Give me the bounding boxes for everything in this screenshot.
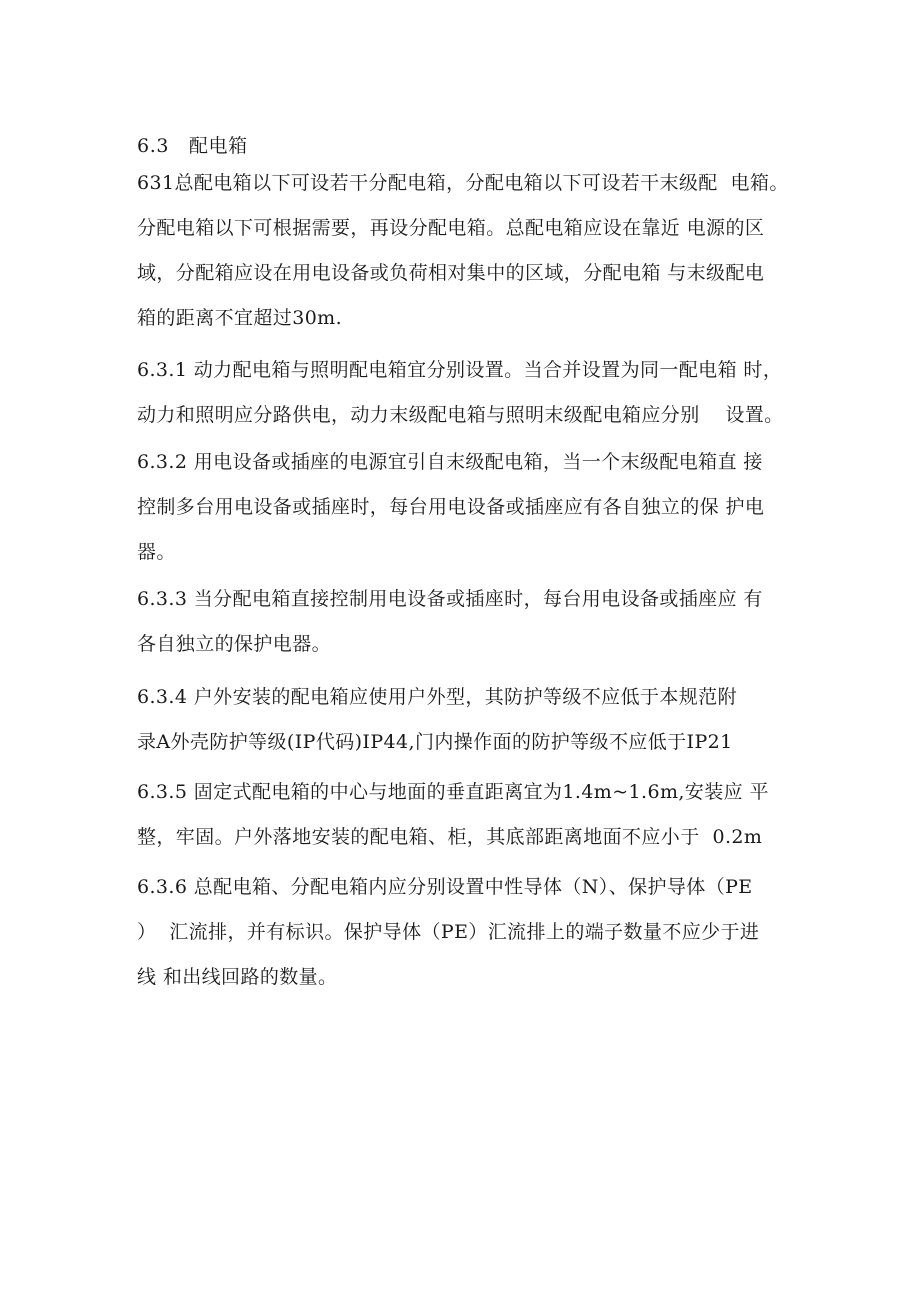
clause-6-3-3-line: 6.3.3 当分配电箱直接控制用电设备或插座时，每台用电设备或插座应 有: [137, 588, 763, 610]
clause-6-3-2-line: 控制多台用电设备或插座时，每台用电设备或插座应有各自独立的保 护电: [137, 496, 765, 518]
paragraph-line: 分配电箱以下可根据需要，再设分配电箱。总配电箱应设在靠近 电源的区: [137, 217, 765, 239]
section-heading: 6.3 配电箱: [137, 135, 248, 157]
clause-6-3-4-line: 6.3.4 户外安装的配电箱应使用户外型，其防护等级不应低于本规范附: [137, 686, 737, 708]
clause-6-3-1-line: 动力和照明应分路供电，动力末级配电箱与照明末级配电箱应分别 设置。: [137, 404, 784, 426]
clause-6-3-5-line: 整，牢固。户外落地安装的配电箱、柜，其底部距离地面不应小于 0.2m: [137, 826, 763, 848]
clause-6-3-3-line: 各自独立的保护电器。: [137, 633, 332, 655]
paragraph-line: 631总配电箱以下可设若干分配电箱，分配电箱以下可设若干末级配 电箱。: [137, 172, 789, 194]
paragraph-line: 域，分配箱应设在用电设备或负荷相对集中的区域，分配电箱 与末级配电: [137, 262, 765, 284]
clause-6-3-6-line: 6.3.6 总配电箱、分配电箱内应分别设置中性导体（N）、保护导体（PE: [137, 876, 753, 898]
clause-6-3-6-line: ） 汇流排，并有标识。保护导体（PE）汇流排上的端子数量不应少于进: [137, 921, 760, 943]
paragraph-line: 箱的距离不宜超过30m.: [137, 307, 343, 329]
clause-6-3-2-line: 6.3.2 用电设备或插座的电源宜引自末级配电箱，当一个末级配电箱直 接: [137, 451, 763, 473]
clause-6-3-4-line: 录A外壳防护等级(IP代码)IP44,门内操作面的防护等级不应低于IP21: [137, 731, 733, 753]
clause-6-3-1-line: 6.3.1 动力配电箱与照明配电箱宜分别设置。当合并设置为同一配电箱 时，: [137, 359, 783, 381]
clause-6-3-2-line: 器。: [137, 541, 176, 563]
clause-6-3-5-line: 6.3.5 固定式配电箱的中心与地面的垂直距离宜为1.4m~1.6m,安装应 平: [137, 781, 769, 803]
clause-6-3-6-line: 线 和出线回路的数量。: [137, 966, 338, 988]
